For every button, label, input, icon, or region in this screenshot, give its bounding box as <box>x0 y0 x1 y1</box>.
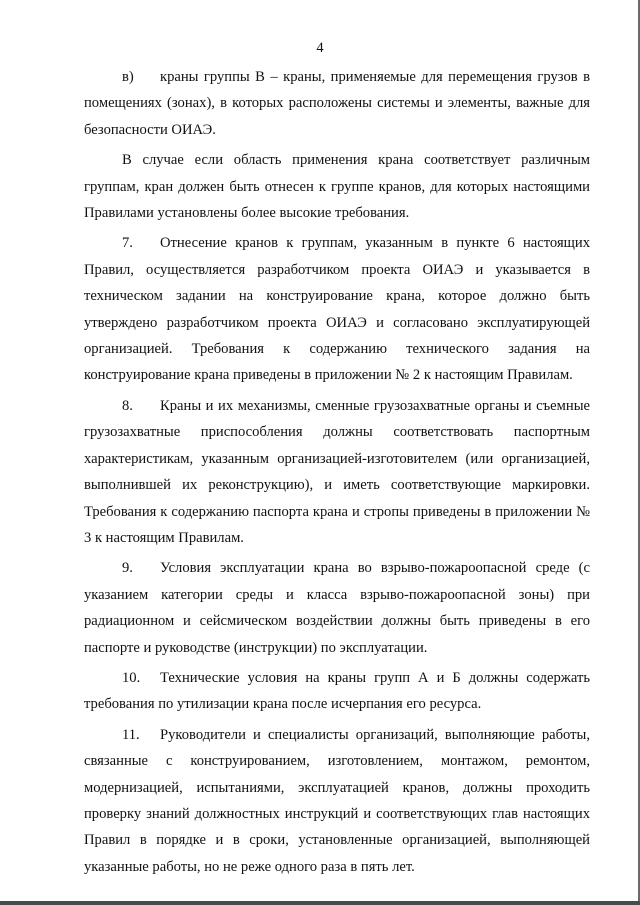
paragraph-text: Отнесение кранов к группам, указанным в пункте 6 настоящих Правил, осуществляется разработчиком проекта ОИАЭ и указывается в техническом задании на конструирование крана, которое должно быть утверждено разработчиком проекта ОИАЭ и согласовано эксплуатирующей организацией. Требования к содержанию технического задания на конструирование крана приведены в приложении № 2 к настоящим Правилам. <box>84 235 590 384</box>
paragraph-text: Краны и их механизмы, сменные грузозахватные органы и съемные грузозахватные приспособления должны соответствовать паспортным характеристикам, указанным организацией-изготовителем (или организацией, выполнившей их реконструкцию), и иметь соответствующие маркировки. Требования к содержанию паспорта крана и стропы приведены в приложении № 3 к настоящим Правилам. <box>84 397 590 546</box>
clause-number: 8. <box>122 397 133 414</box>
paragraph-clause-9 <box>84 555 590 661</box>
page-number: 4 <box>316 40 324 56</box>
clause-number: 9. <box>122 560 133 577</box>
paragraph-clause-7 <box>84 230 590 388</box>
scan-edge-bottom <box>0 901 640 905</box>
document-body <box>84 64 590 884</box>
paragraph-text: В случае если область применения крана соответствует различным группам, кран должен быть отнесен к группе кранов, для которых настоящими Правилами установлены более высокие требования. <box>84 152 590 222</box>
paragraph-text: краны группы В – краны, применяемые для перемещения грузов в помещениях (зонах), в которых расположены системы и элементы, важные для безопасности ОИАЭ. <box>84 69 590 138</box>
paragraph-clause-11 <box>84 722 590 880</box>
paragraph-clause-8 <box>84 393 590 551</box>
clause-number: 10. <box>122 669 141 686</box>
paragraph-clause-10 <box>84 665 590 718</box>
clause-number: 7. <box>122 235 133 252</box>
paragraph-text: Технические условия на краны групп А и Б должны содержать требования по утилизации крана после исчерпания его ресурса. <box>84 669 590 713</box>
clause-number: 11. <box>122 726 140 743</box>
item-marker: в) <box>122 69 134 85</box>
paragraph-text: Руководители и специалисты организаций, выполняющие работы, связанные с конструированием, изготовлением, монтажом, ремонтом, модернизацией, испытаниями, эксплуатацией кранов, должны проходить проверку знаний должностных инструкций и соответствующих глав настоящих Правил в порядке и в сроки, установленные организацией, выполняющей указанные работы, но не реже одного раза в пять лет. <box>84 726 590 875</box>
paragraph-item-v <box>84 64 590 143</box>
paragraph-group-rule <box>84 147 590 226</box>
paragraph-text: Условия эксплуатации крана во взрыво-пожароопасной среде (с указанием категории среды и класса взрыво-пожароопасной зоны) при радиационном и сейсмическом воздействии должны быть приведены в его паспорте и руководстве (инструкции) по эксплуатации. <box>84 560 590 656</box>
